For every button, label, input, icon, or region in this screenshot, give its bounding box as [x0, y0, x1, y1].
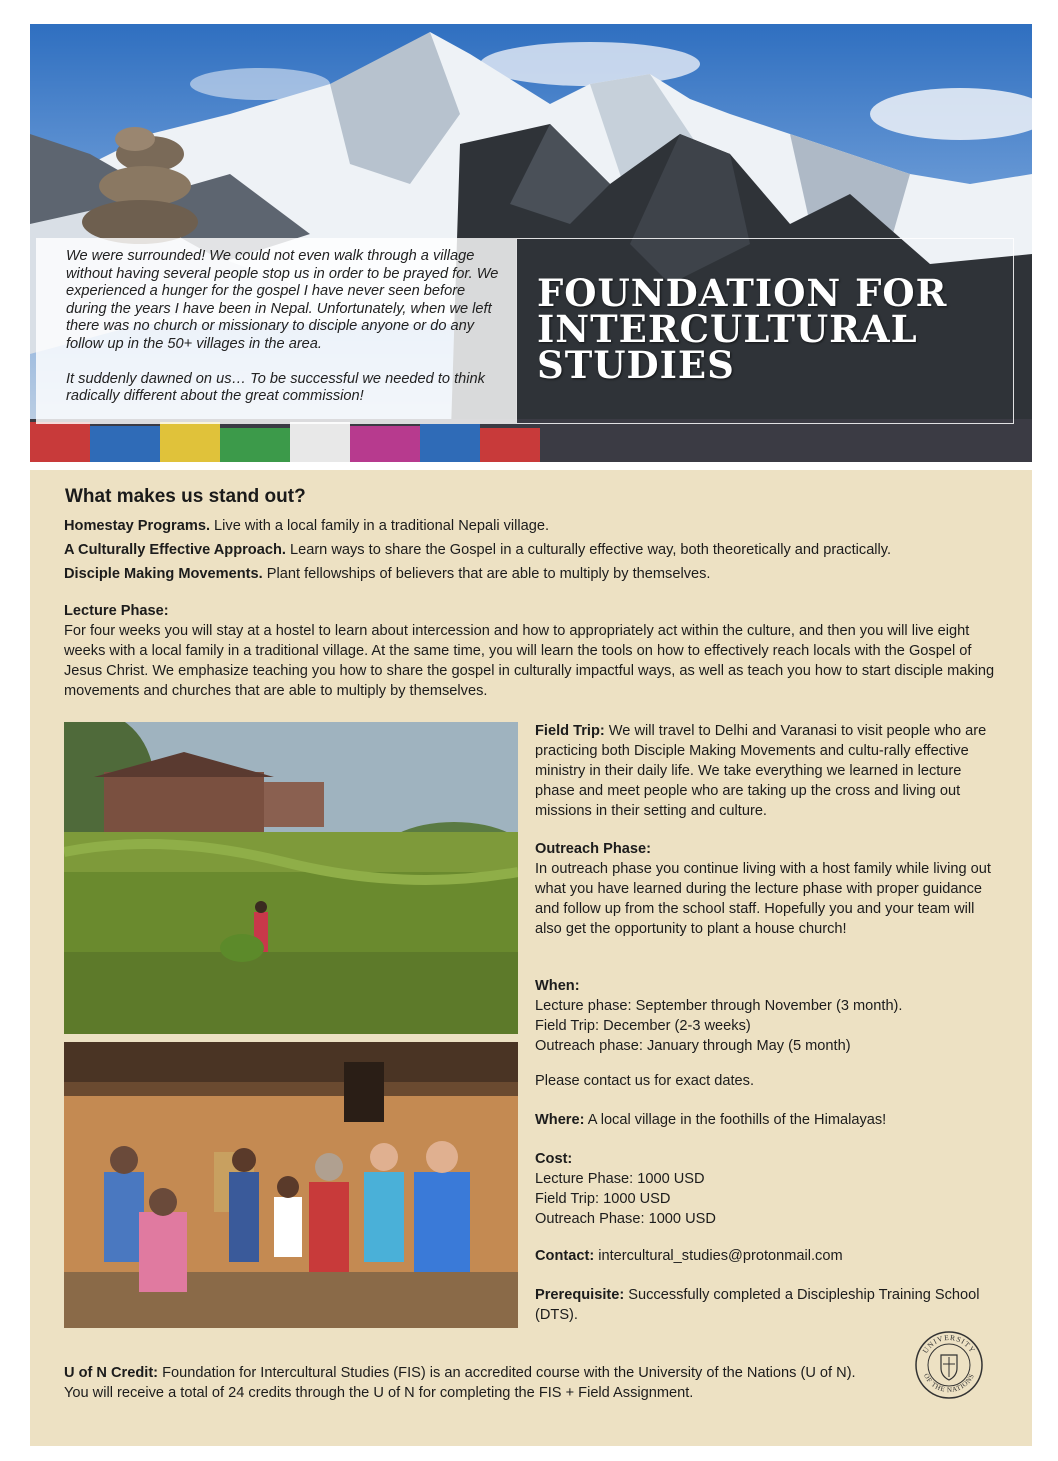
credit-label: U of N Credit:	[64, 1365, 159, 1381]
village-field-photo	[64, 722, 518, 1034]
cost-line-2: Field Trip: 1000 USD	[535, 1191, 671, 1207]
credit-text: Foundation for Intercultural Studies (FIS) is an accredited course with the University of the Nations (U of N). You will receive a total of 24 credits through the U of N for completing the FIS + Field Assignment.	[64, 1365, 856, 1401]
title-line-3: STUDIES	[537, 343, 735, 387]
when-section	[535, 976, 1005, 1056]
prerequisite-section	[535, 1285, 1005, 1325]
contact-label: Contact:	[535, 1248, 595, 1264]
when-label: When:	[535, 978, 580, 994]
cost-line-3: Outreach Phase: 1000 USD	[535, 1211, 716, 1227]
credit-section	[64, 1363, 884, 1403]
outreach-text: In outreach phase you continue living with a host family while living out what you have learned during the lecture phase with proper guidance and follow up from the school staff. Hopefully you and your team will also get the opportunity to plant a house church!	[535, 861, 991, 937]
host-family-image	[64, 1042, 518, 1328]
when-line-3: Outreach phase: January through May (5 month)	[535, 1038, 851, 1054]
testimonial-quote	[36, 238, 516, 424]
feature-label: A Culturally Effective Approach.	[64, 542, 286, 558]
host-family-photo	[64, 1042, 518, 1328]
where-label: Where:	[535, 1112, 585, 1128]
cost-section	[535, 1149, 1005, 1229]
contact-section	[535, 1246, 1005, 1266]
feature-approach	[64, 540, 1014, 560]
feature-text: Plant fellowships of believers that are able to multiply by themselves.	[262, 566, 711, 582]
cost-label: Cost:	[535, 1151, 573, 1167]
feature-dmm	[64, 564, 1014, 584]
prerequisite-text: Successfully completed a Discipleship Training School (DTS).	[535, 1287, 980, 1323]
when-line-2: Field Trip: December (2-3 weeks)	[535, 1018, 751, 1034]
feature-text: Live with a local family in a traditional Nepali village.	[210, 518, 550, 534]
prerequisite-label: Prerequisite:	[535, 1287, 625, 1303]
quote-paragraph-1: We were surrounded! We could not even walk through a village without having several people stop us in order to be prayed for. We experienced a hunger for the gospel I have never seen before during the years I have been in Nepal. Unfortunately, when we left there was no church or missionary to disciple anyone or do any follow up in the 50+ villages in the area.	[66, 248, 499, 352]
where-section	[535, 1110, 1005, 1130]
contact-email[interactable]: intercultural_studies@protonmail.com	[594, 1248, 843, 1264]
lecture-section	[64, 601, 1008, 701]
field-trip-label: Field Trip:	[535, 723, 605, 739]
stand-out-heading: What makes us stand out?	[65, 486, 306, 507]
outreach-section	[535, 839, 1005, 939]
feature-label: Homestay Programs.	[64, 518, 210, 534]
svg-text:UNIVERSITY: UNIVERSITY	[920, 1332, 978, 1355]
quote-paragraph-2: It suddenly dawned on us… To be successful we needed to think radically different about the great commission!	[66, 370, 485, 405]
village-field-image	[64, 722, 518, 1034]
field-trip-section	[535, 721, 1005, 821]
title-frame	[516, 238, 1014, 424]
page-title	[537, 271, 948, 387]
field-trip-text: We will travel to Delhi and Varanasi to visit people who are practicing both Disciple Making Movements and cultu-rally effective ministry in their daily life. We take everything we learned in lecture phase and meet people who are taking up the cross and living out missions in their setting and culture.	[535, 723, 987, 819]
lecture-text: For four weeks you will stay at a hostel to learn about intercession and how to appropriately act within the culture, and then you will live eight weeks with a local family in a traditional village. At the same time, you will learn the tools on how to effectively reach locals with the Gospel of Jesus Christ. We emphasize teaching you how to share the gospel in culturally impactful ways, as well as teach you how to start disciple making movements and churches that are able to multiply by themselves.	[64, 623, 995, 699]
hero-banner	[30, 24, 1032, 462]
feature-text: Learn ways to share the Gospel in a culturally effective way, both theoretically and practically.	[285, 542, 892, 558]
where-text: A local village in the foothills of the Himalayas!	[584, 1112, 887, 1128]
title-line-2: INTERCULTURAL	[537, 307, 918, 351]
info-panel	[30, 470, 1032, 1446]
cost-line-1: Lecture Phase: 1000 USD	[535, 1171, 705, 1187]
university-seal-logo	[914, 1330, 984, 1400]
feature-label: Disciple Making Movements.	[64, 566, 263, 582]
feature-homestay	[64, 516, 1014, 536]
svg-text:OF THE NATIONS: OF THE NATIONS	[921, 1372, 977, 1395]
contact-dates-note: Please contact us for exact dates.	[535, 1073, 755, 1089]
outreach-label: Outreach Phase:	[535, 841, 651, 857]
when-line-1: Lecture phase: September through November (3 month).	[535, 998, 903, 1014]
lecture-label: Lecture Phase:	[64, 603, 169, 619]
title-line-1: FOUNDATION FOR	[537, 271, 948, 315]
